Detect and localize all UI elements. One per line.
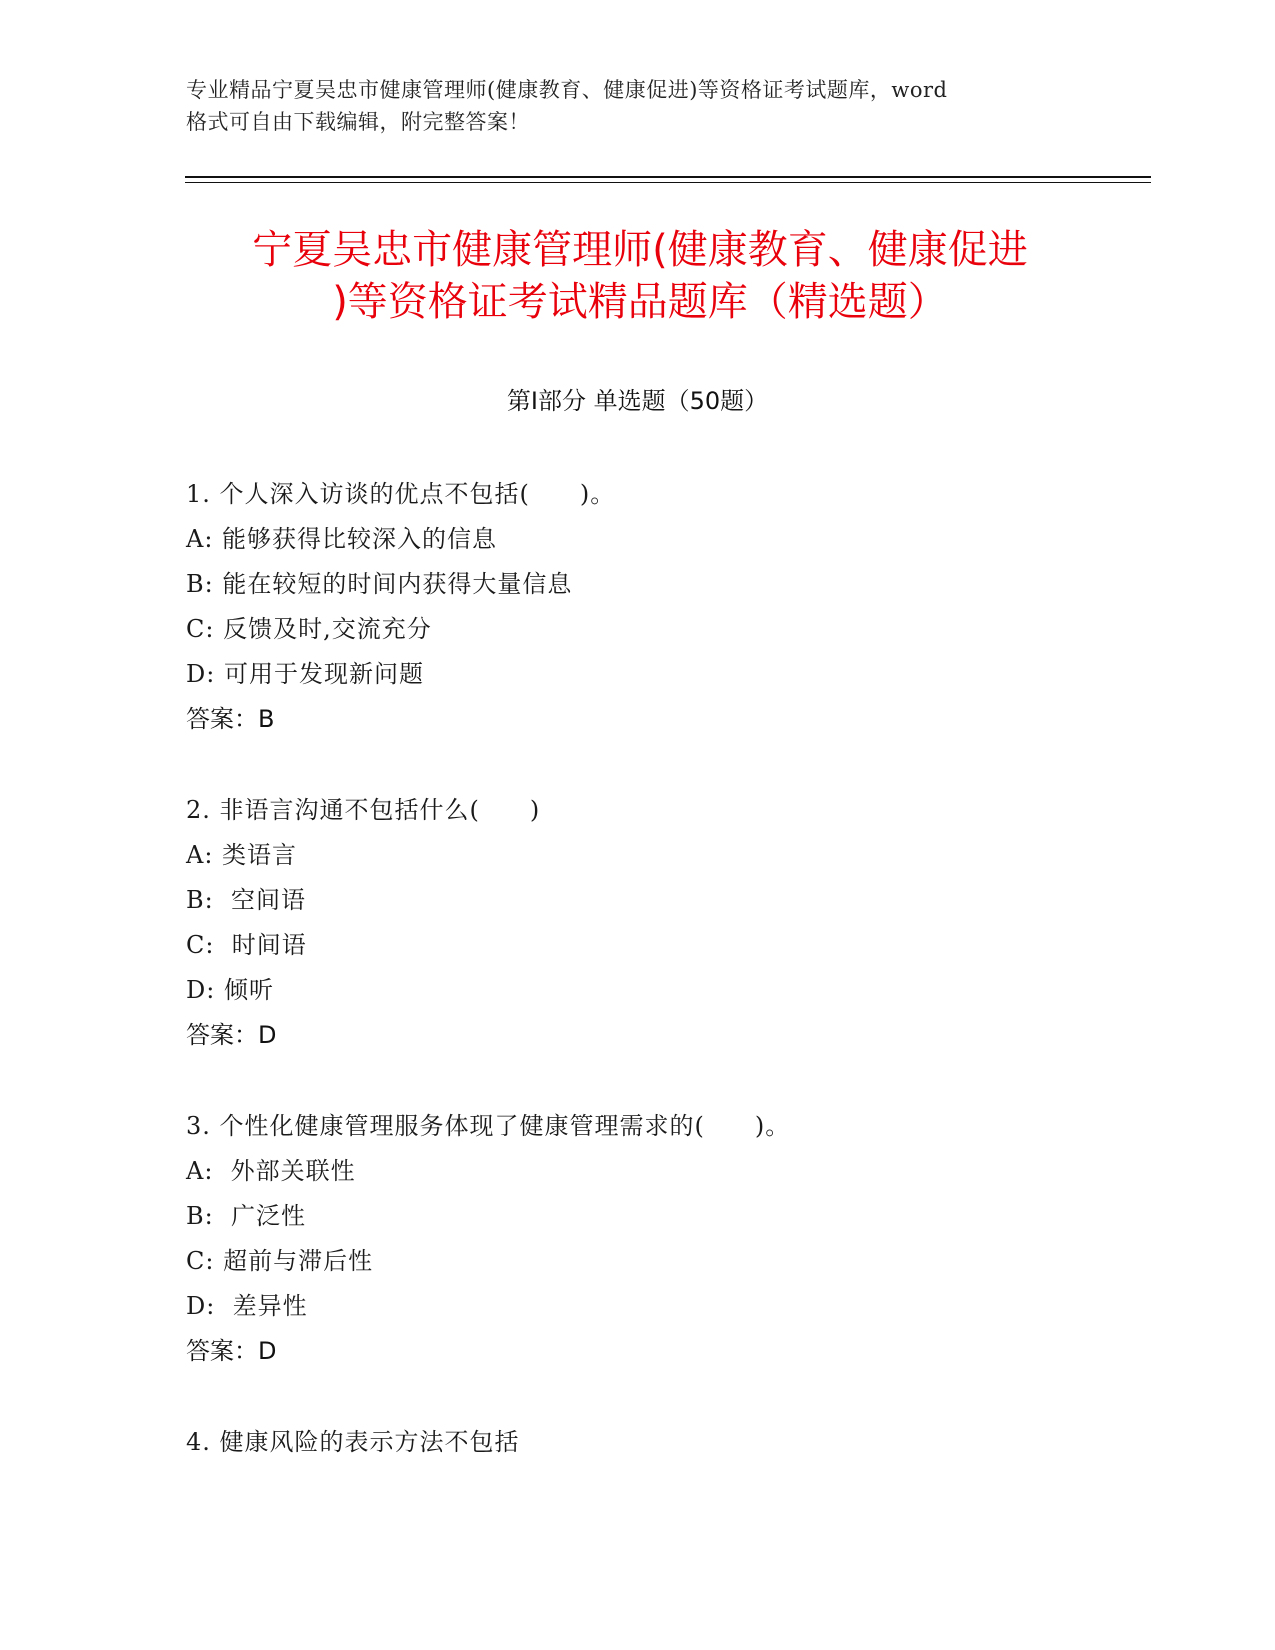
option-a: A: 外部关联性 [186,1157,356,1185]
section-title: 第Ⅰ部分 单选题（50题） [506,387,769,415]
header-divider-thick [185,176,1151,178]
option-d: D: 差异性 [186,1292,308,1320]
option-b: B: 空间语 [186,886,306,914]
header-note-line-1: 专业精品宁夏吴忠市健康管理师(健康教育、健康促进)等资格证考试题库，word [186,78,948,102]
option-b: B: 广泛性 [186,1202,306,1230]
header-note-line-2: 格式可自由下载编辑，附完整答案！ [186,110,530,134]
question-item [186,472,1146,742]
option-d: D: 可用于发现新问题 [186,660,424,688]
question-item [186,1420,1146,1465]
document-title-line-1: 宁夏吴忠市健康管理师(健康教育、健康促进 [252,227,1028,273]
header-divider-thin [185,182,1151,183]
question-item [186,1104,1146,1374]
question-stem: 4. 健康风险的表示方法不包括 [186,1428,520,1456]
header-note [186,74,1066,138]
document-title [180,224,1100,328]
question-stem: 1. 个人深入访谈的优点不包括( )。 [186,480,616,508]
option-c: C: 反馈及时,交流充分 [186,615,432,643]
option-c: C: 超前与滞后性 [186,1247,374,1275]
answer: 答案：B [186,705,275,733]
option-b: B: 能在较短的时间内获得大量信息 [186,570,573,598]
option-a: A: 能够获得比较深入的信息 [186,525,498,553]
question-list [186,472,1146,1511]
question-stem: 3. 个性化健康管理服务体现了健康管理需求的( )。 [186,1112,791,1140]
document-title-line-2: )等资格证考试精品题库（精选题） [332,279,948,325]
answer: 答案：D [186,1021,277,1049]
option-a: A: 类语言 [186,841,298,869]
option-d: D: 倾听 [186,976,274,1004]
question-item [186,788,1146,1058]
option-c: C: 时间语 [186,931,307,959]
answer: 答案：D [186,1337,277,1365]
question-stem: 2. 非语言沟通不包括什么( ) [186,796,541,824]
